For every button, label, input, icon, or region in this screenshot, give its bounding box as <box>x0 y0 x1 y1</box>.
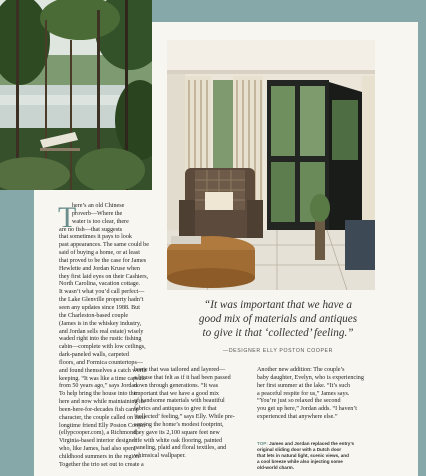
body-text-line: whimsical wallpaper. <box>134 453 186 460</box>
caption-line: that lets in natural light, scenic views, and <box>257 453 349 458</box>
body-text-line: (James is in the whiskey industry, <box>59 320 142 327</box>
body-text-line: Virginia-based interior designer <box>59 438 137 445</box>
caption-label: TOP: <box>257 441 268 446</box>
body-text-line: serving the home’s modest footprint, <box>134 421 224 428</box>
body-text-line: a peaceful respite for us,” James says. <box>257 390 350 397</box>
lake-dock-photo <box>0 0 152 190</box>
body-text-line: down through generations. “It was <box>134 382 219 389</box>
body-text-line: here’s an old Chinese <box>72 203 125 209</box>
article-column-2 <box>134 367 254 461</box>
body-text-line: It wasn’t what you’d call perfect— <box>59 289 145 296</box>
body-text-line: from 50 years ago,” says Jordan. <box>59 383 139 390</box>
caption-line: James and Jordan replaced the entry’s <box>269 441 355 446</box>
pull-quote-line: to give it that ‘collected’ feeling.” <box>202 327 354 339</box>
body-text-line: longtime friend Elly Poston Cooper <box>59 422 146 429</box>
caption-line: original sliding door with a Dutch door <box>257 447 342 452</box>
body-text-line: of handsome materials with beautiful <box>134 398 225 405</box>
caption-line: old-world charm. <box>257 465 295 470</box>
body-text-line: who, like James, had also spent <box>59 446 136 453</box>
body-text-line: experienced that anywhere else.” <box>257 414 338 421</box>
body-text-line: important that we have a good mix <box>134 390 219 397</box>
body-text-line: been-here-for-decades fish camp <box>59 406 139 413</box>
body-text-line: childhood summers in the region. <box>59 454 141 460</box>
pull-quote <box>178 298 378 340</box>
body-text-line: they first laid eyes on their Cashiers, <box>59 273 149 280</box>
body-text-line: character, the couple called on their <box>59 414 146 421</box>
teal-border-left <box>0 190 34 476</box>
body-text-line: (ellypcooper.com), a Richmond, <box>59 430 138 437</box>
body-text-line: here and now while maintaining its <box>59 399 145 406</box>
pull-quote-attribution: —DESIGNER ELLY POSTON COOPER <box>223 348 333 354</box>
article-column-1 <box>59 203 149 473</box>
body-text-line: ‘collected’ feeling,” says Elly. While pre- <box>134 414 235 421</box>
body-text-line: they gave its 2,100 square feet new <box>134 429 220 436</box>
body-text-line: you get up here,” Jordan adds. “I haven’t <box>257 406 357 413</box>
interior-living-room-photo <box>167 40 375 290</box>
body-text-line: her first summer at the lake. “It’s such <box>257 382 351 389</box>
body-text-line: that sometimes it pays to look <box>59 234 132 241</box>
body-text-line: and Jordan sells real estate) wisely <box>59 328 144 335</box>
body-text-line: water is too clear, there <box>72 218 129 225</box>
body-text-line: the Charleston-based couple <box>59 312 129 319</box>
body-text-line: Together the trio set out to create a <box>59 461 144 468</box>
article-column-3 <box>257 367 375 422</box>
body-text-line: proverb—Where the <box>72 210 123 217</box>
photo-caption <box>257 441 375 471</box>
body-text-line: said of buying a home, or at least <box>59 250 140 257</box>
body-text-line: floors, and Formica countertops— <box>59 359 143 366</box>
body-text-line: are no fish—that suggests <box>59 226 123 233</box>
body-text-line: “You’re just so relaxed the second <box>257 398 341 405</box>
body-text-line: a house that felt as if it had been passed <box>134 374 231 381</box>
body-text-line: seen any updates since 1988. But <box>59 304 140 311</box>
body-text-line: and found themselves a catch worth <box>59 367 147 374</box>
pull-quote-line: good mix of materials and antiques <box>198 313 358 325</box>
pull-quote-line: “It was important that we have a <box>204 299 352 311</box>
body-text-line: Another new addition: The couple’s <box>257 367 345 373</box>
body-text-line: life with white oak flooring, painted <box>134 437 222 444</box>
caption-line: a cool breeze while also injecting some <box>257 459 343 464</box>
body-text-line: that proved to be the case for James <box>59 257 147 264</box>
body-text-line: baby daughter, Evelyn, who is experiencing <box>257 374 364 381</box>
body-text-line: past appearances. The same could be <box>59 242 149 249</box>
body-text-line: dark-paneled walls, carpeted <box>59 352 129 359</box>
body-text-line: paneling, plaid and floral textiles, and <box>134 445 227 452</box>
body-text-line: cabin—complete with low ceilings, <box>59 344 146 351</box>
body-text-line: To help bring the house into the <box>59 391 137 398</box>
teal-border-top <box>152 0 426 22</box>
body-text-line: the Lake Glenville property hadn’t <box>59 297 144 304</box>
drop-cap: T <box>58 201 77 234</box>
body-text-line: fabrics and antiques to give it that <box>134 406 217 413</box>
body-text-line: home that was tailored and layered— <box>134 367 226 373</box>
body-text-line: waded right into the rustic fishing <box>59 336 142 343</box>
body-text-line: keeping. “It was like a time capsule <box>59 375 146 382</box>
teal-border-right <box>418 0 426 476</box>
body-text-line: Hewlette and Jordan Kruse when <box>59 265 140 272</box>
body-text-line: North Carolina, vacation cottage. <box>59 281 141 288</box>
